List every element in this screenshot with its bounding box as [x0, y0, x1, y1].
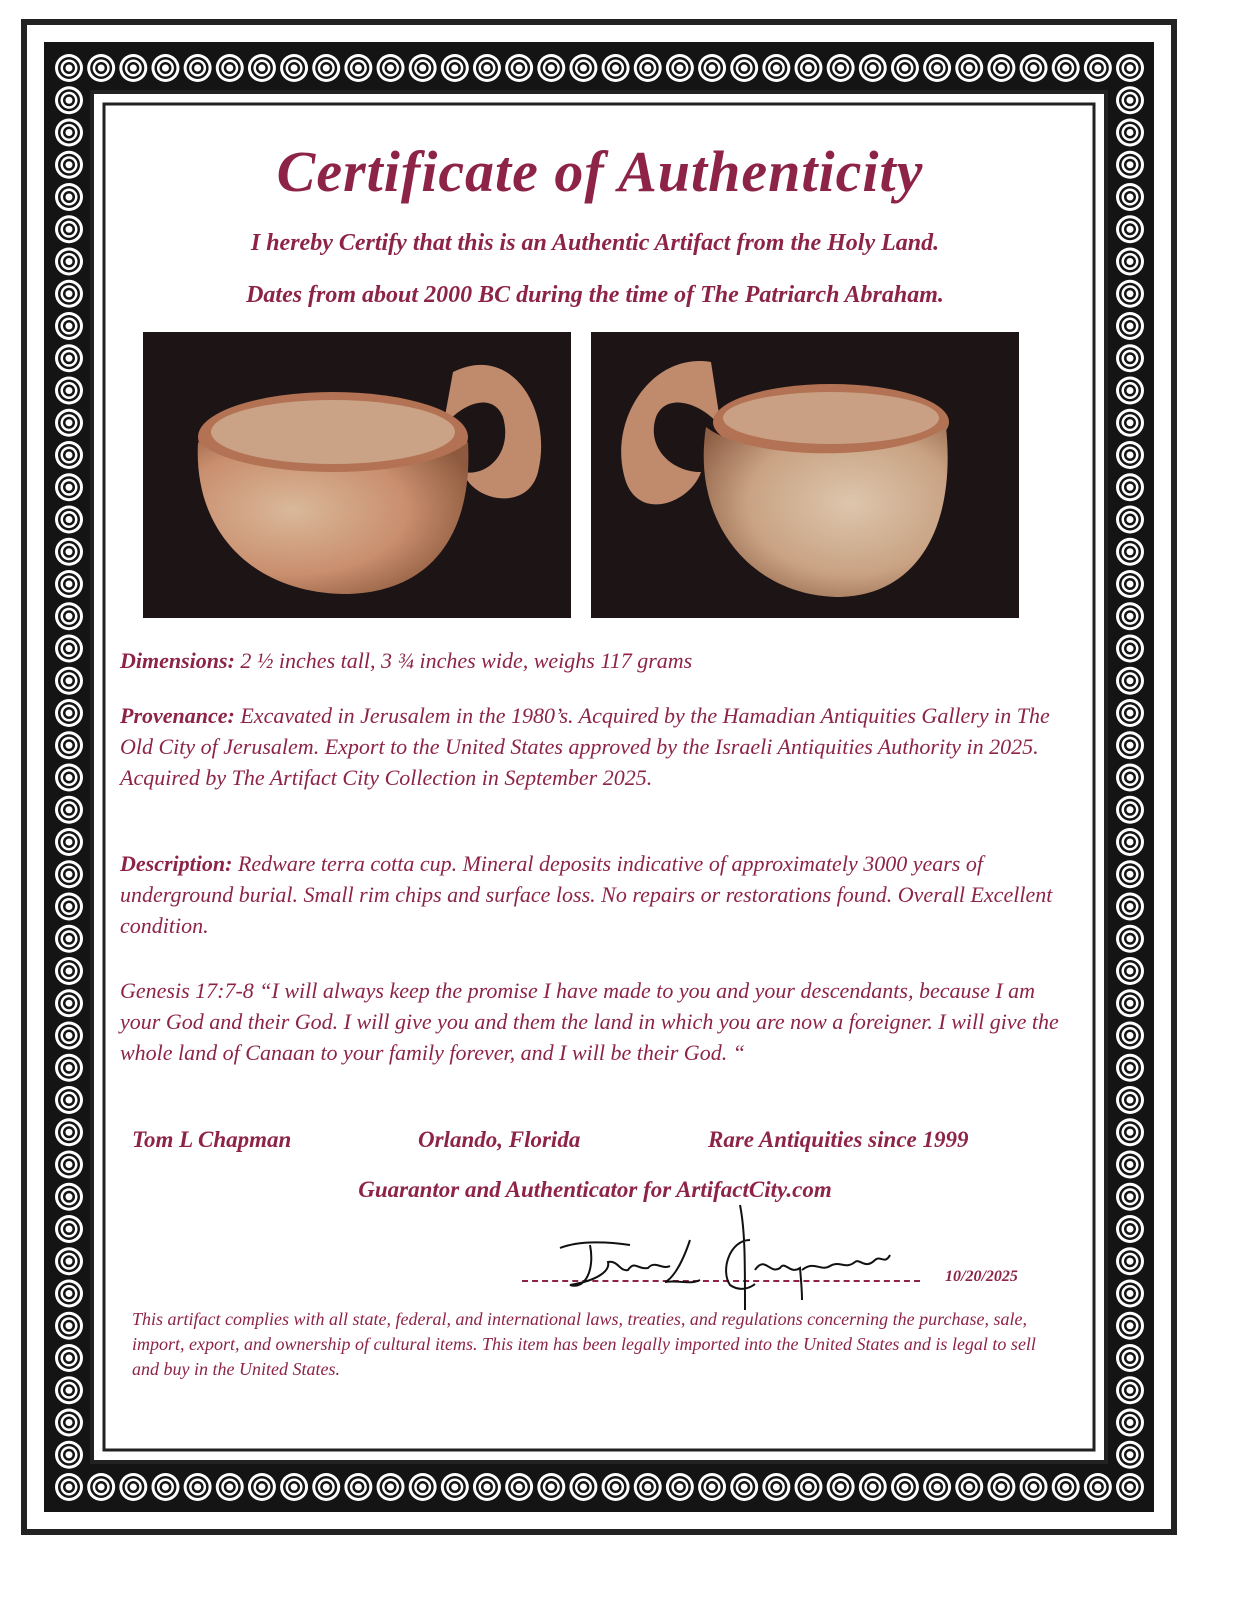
border-ring [1127, 1387, 1134, 1394]
border-ring [66, 581, 73, 588]
border-ring [66, 774, 73, 781]
border-ring [1062, 1484, 1069, 1491]
border-ring [1127, 484, 1134, 491]
border-ring [194, 1484, 201, 1491]
border-ring [1127, 290, 1134, 297]
border-ring [966, 1484, 973, 1491]
border-ring [483, 65, 490, 72]
border-ring [66, 1258, 73, 1265]
border-ring [130, 65, 137, 72]
border-ring [644, 1484, 651, 1491]
border-ring [934, 65, 941, 72]
border-ring [580, 1484, 587, 1491]
border-ring [66, 419, 73, 426]
border-ring [66, 839, 73, 846]
border-ring [66, 1451, 73, 1458]
border-ring [66, 1064, 73, 1071]
border-ring [66, 65, 73, 72]
border-ring [66, 355, 73, 362]
border-ring [66, 258, 73, 265]
signature-date: 10/20/2025 [945, 1268, 1018, 1285]
border-ring [419, 65, 426, 72]
description-section [120, 848, 1080, 941]
border-ring [323, 1484, 330, 1491]
border-ring [66, 387, 73, 394]
border-ring [66, 452, 73, 459]
border-ring [1127, 194, 1134, 201]
border-ring [1127, 968, 1134, 975]
border-ring [612, 65, 619, 72]
border-ring [323, 65, 330, 72]
border-ring [66, 1387, 73, 1394]
border-ring [66, 226, 73, 233]
border-ring [66, 935, 73, 942]
handwritten-signature [540, 1200, 920, 1320]
business-since: Rare Antiquities since 1999 [708, 1127, 969, 1152]
border-ring [1127, 581, 1134, 588]
border-ring [66, 290, 73, 297]
border-ring [1127, 355, 1134, 362]
dimensions-section [120, 645, 1080, 676]
border-ring [1127, 1258, 1134, 1265]
border-ring [1127, 97, 1134, 104]
border-ring [676, 1484, 683, 1491]
border-ring [966, 65, 973, 72]
border-ring [516, 1484, 523, 1491]
border-ring [1127, 806, 1134, 813]
artifact-photo-back [591, 332, 1019, 618]
border-ring [226, 1484, 233, 1491]
border-ring [98, 65, 105, 72]
border-ring [1127, 1193, 1134, 1200]
border-ring [66, 1129, 73, 1136]
border-ring [162, 65, 169, 72]
dimensions-label: Dimensions: [120, 648, 235, 673]
border-ring [66, 645, 73, 652]
border-ring [258, 65, 265, 72]
border-ring [1127, 1161, 1134, 1168]
border-ring [548, 65, 555, 72]
border-ring [66, 97, 73, 104]
border-ring [66, 161, 73, 168]
border-ring [837, 65, 844, 72]
border-ring [1127, 516, 1134, 523]
border-ring [162, 1484, 169, 1491]
border-ring [419, 1484, 426, 1491]
border-ring [1127, 1290, 1134, 1297]
border-ring [66, 129, 73, 136]
border-ring [387, 1484, 394, 1491]
border-ring [1094, 1484, 1101, 1491]
border-ring [773, 65, 780, 72]
border-ring [1127, 1484, 1134, 1491]
border-ring [676, 65, 683, 72]
border-ring [66, 1097, 73, 1104]
border-ring [709, 65, 716, 72]
dimensions-value: 2 ½ inches tall, 3 ¾ inches wide, weighs 117 grams [240, 648, 693, 673]
border-ring [548, 1484, 555, 1491]
border-ring [66, 677, 73, 684]
border-ring [130, 1484, 137, 1491]
border-ring [901, 1484, 908, 1491]
border-ring [1127, 226, 1134, 233]
border-ring [291, 65, 298, 72]
border-ring [869, 1484, 876, 1491]
border-ring [516, 65, 523, 72]
cup-image [143, 332, 571, 618]
border-ring [1127, 323, 1134, 330]
border-ring [226, 65, 233, 72]
dating-statement: Dates from about 2000 BC during the time of The Patriarch Abraham. [246, 282, 944, 308]
border-ring [741, 1484, 748, 1491]
border-ring [1127, 1000, 1134, 1007]
border-ring [66, 548, 73, 555]
border-ring [66, 516, 73, 523]
border-ring [66, 1322, 73, 1329]
certificate-title: Certificate of Authenticity [276, 139, 924, 204]
border-ring [580, 65, 587, 72]
border-ring [901, 65, 908, 72]
border-ring [66, 903, 73, 910]
border-ring [1127, 1322, 1134, 1329]
border-ring [1127, 1032, 1134, 1039]
location: Orlando, Florida [418, 1127, 581, 1152]
provenance-value: Excavated in Jerusalem in the 1980’s. Acquired by the Hamadian Antiquities Gallery in The Old City of Jerusalem. Export to the United States approved by the Israeli Antiquities Authority in 2025. Acquired by The Artifact City Collection in September 2025. [120, 703, 1050, 790]
border-ring [1030, 1484, 1037, 1491]
border-ring [1127, 258, 1134, 265]
border-ring [998, 65, 1005, 72]
border-ring [1127, 774, 1134, 781]
border-ring [66, 323, 73, 330]
border-ring [998, 1484, 1005, 1491]
border-ring [1127, 710, 1134, 717]
border-ring [66, 1193, 73, 1200]
border-ring [66, 1032, 73, 1039]
border-ring [1127, 161, 1134, 168]
border-ring [1127, 1226, 1134, 1233]
provenance-label: Provenance: [120, 703, 235, 728]
border-ring [1127, 1419, 1134, 1426]
border-ring [1127, 903, 1134, 910]
border-ring [773, 1484, 780, 1491]
border-ring [612, 1484, 619, 1491]
border-ring [66, 710, 73, 717]
border-ring [805, 1484, 812, 1491]
border-ring [355, 1484, 362, 1491]
provenance-section [120, 700, 1080, 793]
border-ring [741, 65, 748, 72]
legal-compliance-notice: This artifact complies with all state, federal, and international laws, treaties, and regulations concerning the purchase, sale, import, export, and ownership of cultural items. This item has been legally imported into the United States and is legal to sell and buy in the United States. [132, 1309, 1036, 1379]
certification-statement: I hereby Certify that this is an Authentic Artifact from the Holy Land. [250, 230, 940, 256]
guarantor-line: Guarantor and Authenticator for ArtifactCity.com [358, 1177, 832, 1202]
border-ring [1127, 1129, 1134, 1136]
border-ring [258, 1484, 265, 1491]
border-ring [355, 65, 362, 72]
border-ring [66, 1484, 73, 1491]
authenticator-name: Tom L Chapman [132, 1127, 292, 1152]
border-ring [1127, 645, 1134, 652]
border-ring [291, 1484, 298, 1491]
border-ring [1062, 65, 1069, 72]
border-ring [194, 65, 201, 72]
border-ring [1127, 871, 1134, 878]
border-ring [1127, 419, 1134, 426]
border-ring [451, 65, 458, 72]
border-ring [1127, 548, 1134, 555]
scripture-quote: Genesis 17:7-8 “I will always keep the promise I have made to you and your descendants, because I am your God and their God. I will give you and them the land in which you are now a foreigner. I will give the whole land of Canaan to your family forever, and I will be their God. “ [120, 978, 1059, 1065]
border-ring [66, 1419, 73, 1426]
border-ring [805, 65, 812, 72]
border-ring [1127, 1355, 1134, 1362]
border-ring [1030, 65, 1037, 72]
border-ring [66, 484, 73, 491]
border-ring [1127, 387, 1134, 394]
border-ring [709, 1484, 716, 1491]
border-ring [934, 1484, 941, 1491]
border-ring [869, 65, 876, 72]
cup-image [591, 332, 1019, 618]
border-ring [66, 871, 73, 878]
border-ring [66, 194, 73, 201]
border-ring [66, 1355, 73, 1362]
border-ring [644, 65, 651, 72]
border-ring [1127, 839, 1134, 846]
border-ring [1127, 1064, 1134, 1071]
border-ring [483, 1484, 490, 1491]
border-ring [1127, 65, 1134, 72]
description-value: Redware terra cotta cup. Mineral deposits indicative of approximately 3000 years of underground burial. Small rim chips and surface loss. No repairs or restorations found. Overall Excellent condition. [120, 851, 1053, 938]
border-ring [837, 1484, 844, 1491]
border-ring [1127, 613, 1134, 620]
border-ring [1127, 935, 1134, 942]
border-ring [66, 613, 73, 620]
artifact-photo-front [143, 332, 571, 618]
border-ring [1127, 129, 1134, 136]
border-ring [66, 1161, 73, 1168]
description-label: Description: [120, 851, 233, 876]
border-ring [1127, 1451, 1134, 1458]
border-ring [1127, 742, 1134, 749]
border-ring [66, 1290, 73, 1297]
border-ring [1127, 1097, 1134, 1104]
border-ring [1127, 677, 1134, 684]
border-ring [451, 1484, 458, 1491]
border-ring [98, 1484, 105, 1491]
border-ring [66, 806, 73, 813]
border-ring [66, 1000, 73, 1007]
border-ring [66, 968, 73, 975]
border-ring [1127, 452, 1134, 459]
border-ring [66, 1226, 73, 1233]
border-ring [387, 65, 394, 72]
border-ring [66, 742, 73, 749]
border-ring [1094, 65, 1101, 72]
